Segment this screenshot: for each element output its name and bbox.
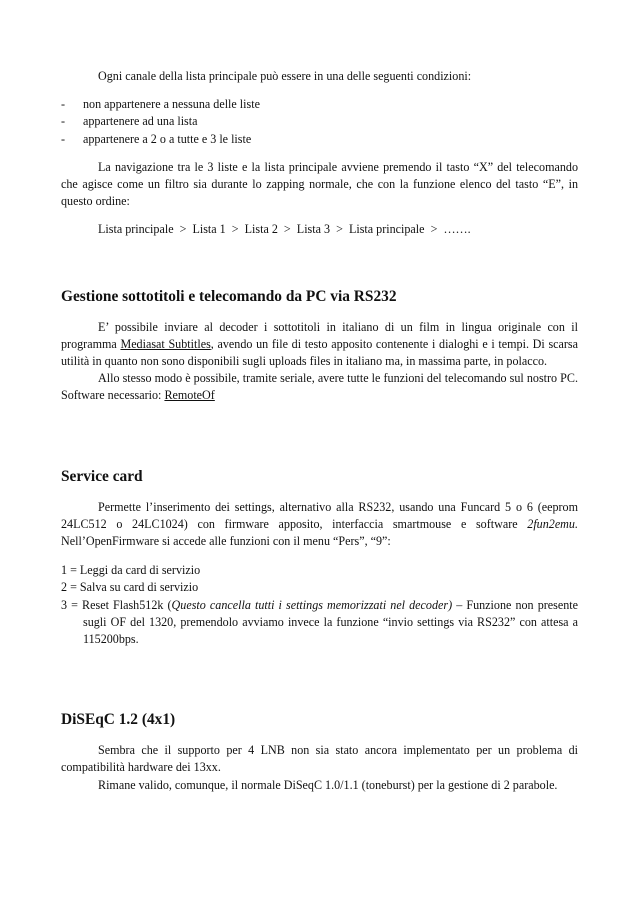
- list-dash: -: [61, 114, 66, 129]
- menu-option-2: 2 = Salva su card di servizio: [61, 580, 199, 595]
- document-body: [61, 68, 578, 794]
- list-item: - non appartenere a nessuna delle liste: [61, 96, 578, 113]
- list-dash: -: [61, 97, 66, 112]
- menu-option-1: 1 = Leggi da card di servizio: [61, 563, 201, 578]
- section-title-diseqc: DiSEqC 1.2 (4x1): [61, 711, 176, 729]
- list-order-line: Lista principale > Lista 1 > Lista 2 > Lista 3 > Lista principale > …….: [98, 222, 471, 237]
- conditions-list: [61, 96, 578, 148]
- service-card-paragraph: Permette l’inserimento dei settings, alternativo alla RS232, usando una Funcard 5 o 6 (eeprom 24LC512 o 24LC1024) con firmware apposito, interfaccia smartmouse e software 2fun2emu. Nell’OpenFirmware si accede alle funzioni con il menu “Pers”, “9”:: [61, 499, 578, 549]
- subtitles-paragraph: E’ possibile inviare al decoder i sottotitoli in italiano di un film in lingua originale con il programma Mediasat Subtitles, avendo un file di testo apposito contenente i dialoghi e i tempi. Di scarsa utilità in quanto non sono disponibili sugli uploads files in italiano ma, in massima parte, in polacco.: [61, 319, 578, 369]
- list-item: - appartenere a 2 o a tutte e 3 le liste: [61, 131, 578, 148]
- diseqc-paragraph-1: Sembra che il supporto per 4 LNB non sia stato ancora implementato per un problema di compatibilità hardware dei 13xx.: [61, 743, 578, 775]
- navigation-paragraph: La navigazione tra le 3 liste e la lista principale avviene premendo il tasto “X” del telecomando che agisce come un filtro sia durante lo zapping normale, che con la funzione elenco del tasto “E”, in questo ordine:: [61, 159, 578, 209]
- section-title-subtitles: Gestione sottotitoli e telecomando da PC via RS232: [61, 287, 397, 305]
- menu-option-3: 3 = Reset Flash512k (Questo cancella tutti i settings memorizzati nel decoder) – Funzione non presente sugli OF del 1320, premendolo avviamo invece la funzione “invio settings via RS232” con attesa a 115200bps.: [61, 597, 578, 647]
- list-item: - appartenere ad una lista: [61, 113, 578, 130]
- conditions-lead: Ogni canale della lista principale può essere in una delle seguenti condizioni:: [98, 69, 472, 83]
- section-title-service-card: Service card: [61, 467, 143, 485]
- mediasat-subtitles-link[interactable]: Mediasat Subtitles: [120, 336, 211, 351]
- remoteof-link[interactable]: RemoteOf: [164, 388, 215, 403]
- remote-paragraph: Allo stesso modo è possibile, tramite seriale, avere tutte le funzioni del telecomando sul nostro PC. Software necessario: RemoteOf: [61, 371, 578, 403]
- list-dash: -: [61, 131, 66, 146]
- diseqc-paragraph-2: Rimane valido, comunque, il normale DiSeqC 1.0/1.1 (toneburst) per la gestione di 2 parabole.: [98, 777, 558, 792]
